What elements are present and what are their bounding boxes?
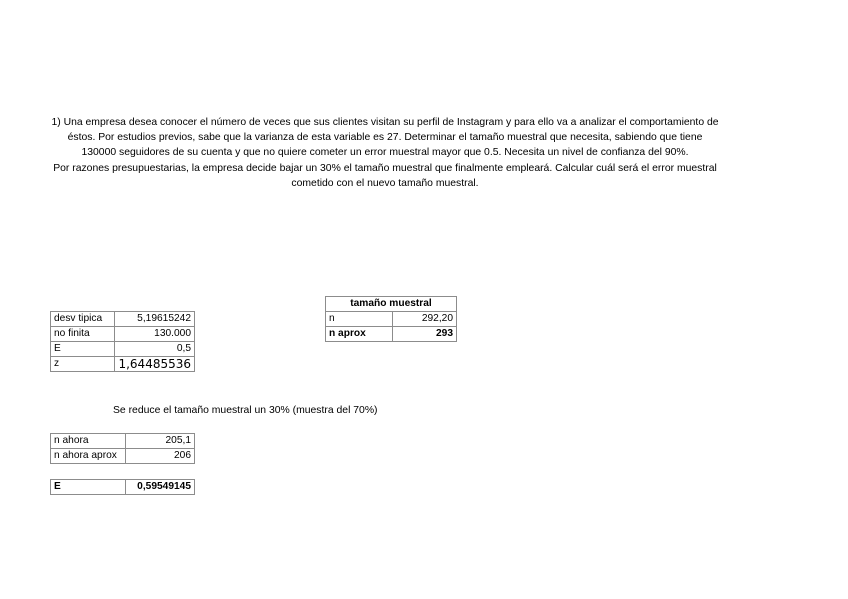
sample-size-label[interactable]: n aprox <box>326 327 393 342</box>
reduced-value[interactable]: 206 <box>126 449 195 464</box>
error-value[interactable]: 0,59549145 <box>126 480 195 495</box>
problem-paragraph-2: Por razones presupuestarias, la empresa decide bajar un 30% el tamaño muestral que finalmente empleará. Calcular cuál será el error muestral cometido con el nuevo tamaño muestral. <box>53 162 717 189</box>
table-row <box>51 312 195 327</box>
param-label[interactable]: E <box>51 342 115 357</box>
table-row <box>51 434 195 449</box>
param-value[interactable]: 0,5 <box>115 342 195 357</box>
table-row <box>326 297 457 312</box>
param-value[interactable]: 1,64485536 <box>115 357 195 372</box>
problem-paragraph-1: 1) Una empresa desea conocer el número de veces que sus clientes visitan su perfil de Instagram y para ello va a analizar el comportamiento de éstos. Por estudios previos, sabe que la varianza de esta variable es 27. Determinar el tamaño muestral que necesita, sabiendo que tiene 130000 seguidores de su cuenta y que no quiere cometer un error muestral mayor que 0.5. Necesita un nivel de confianza del 90%. <box>51 117 719 159</box>
table-row <box>326 327 457 342</box>
param-value[interactable]: 5,19615242 <box>115 312 195 327</box>
table-row <box>51 480 195 495</box>
table-row <box>326 312 457 327</box>
reduced-value[interactable]: 205,1 <box>126 434 195 449</box>
sample-size-value[interactable]: 292,20 <box>393 312 457 327</box>
error-label[interactable]: E <box>51 480 126 495</box>
table-row <box>51 327 195 342</box>
table-row <box>51 357 195 372</box>
table-row <box>51 449 195 464</box>
param-label[interactable]: z <box>51 357 115 372</box>
sample-size-table <box>325 296 457 342</box>
problem-statement <box>50 115 720 191</box>
reduced-sample-table <box>50 433 195 464</box>
param-label[interactable]: desv tipica <box>51 312 115 327</box>
param-value[interactable]: 130.000 <box>115 327 195 342</box>
reduced-label[interactable]: n ahora <box>51 434 126 449</box>
reduction-note: Se reduce el tamaño muestral un 30% (muestra del 70%) <box>113 405 378 416</box>
parameters-table <box>50 311 195 372</box>
sample-size-label[interactable]: n <box>326 312 393 327</box>
error-table <box>50 479 195 495</box>
sample-size-header[interactable]: tamaño muestral <box>326 297 457 312</box>
param-label[interactable]: no finita <box>51 327 115 342</box>
reduced-label[interactable]: n ahora aprox <box>51 449 126 464</box>
sample-size-value[interactable]: 293 <box>393 327 457 342</box>
table-row <box>51 342 195 357</box>
